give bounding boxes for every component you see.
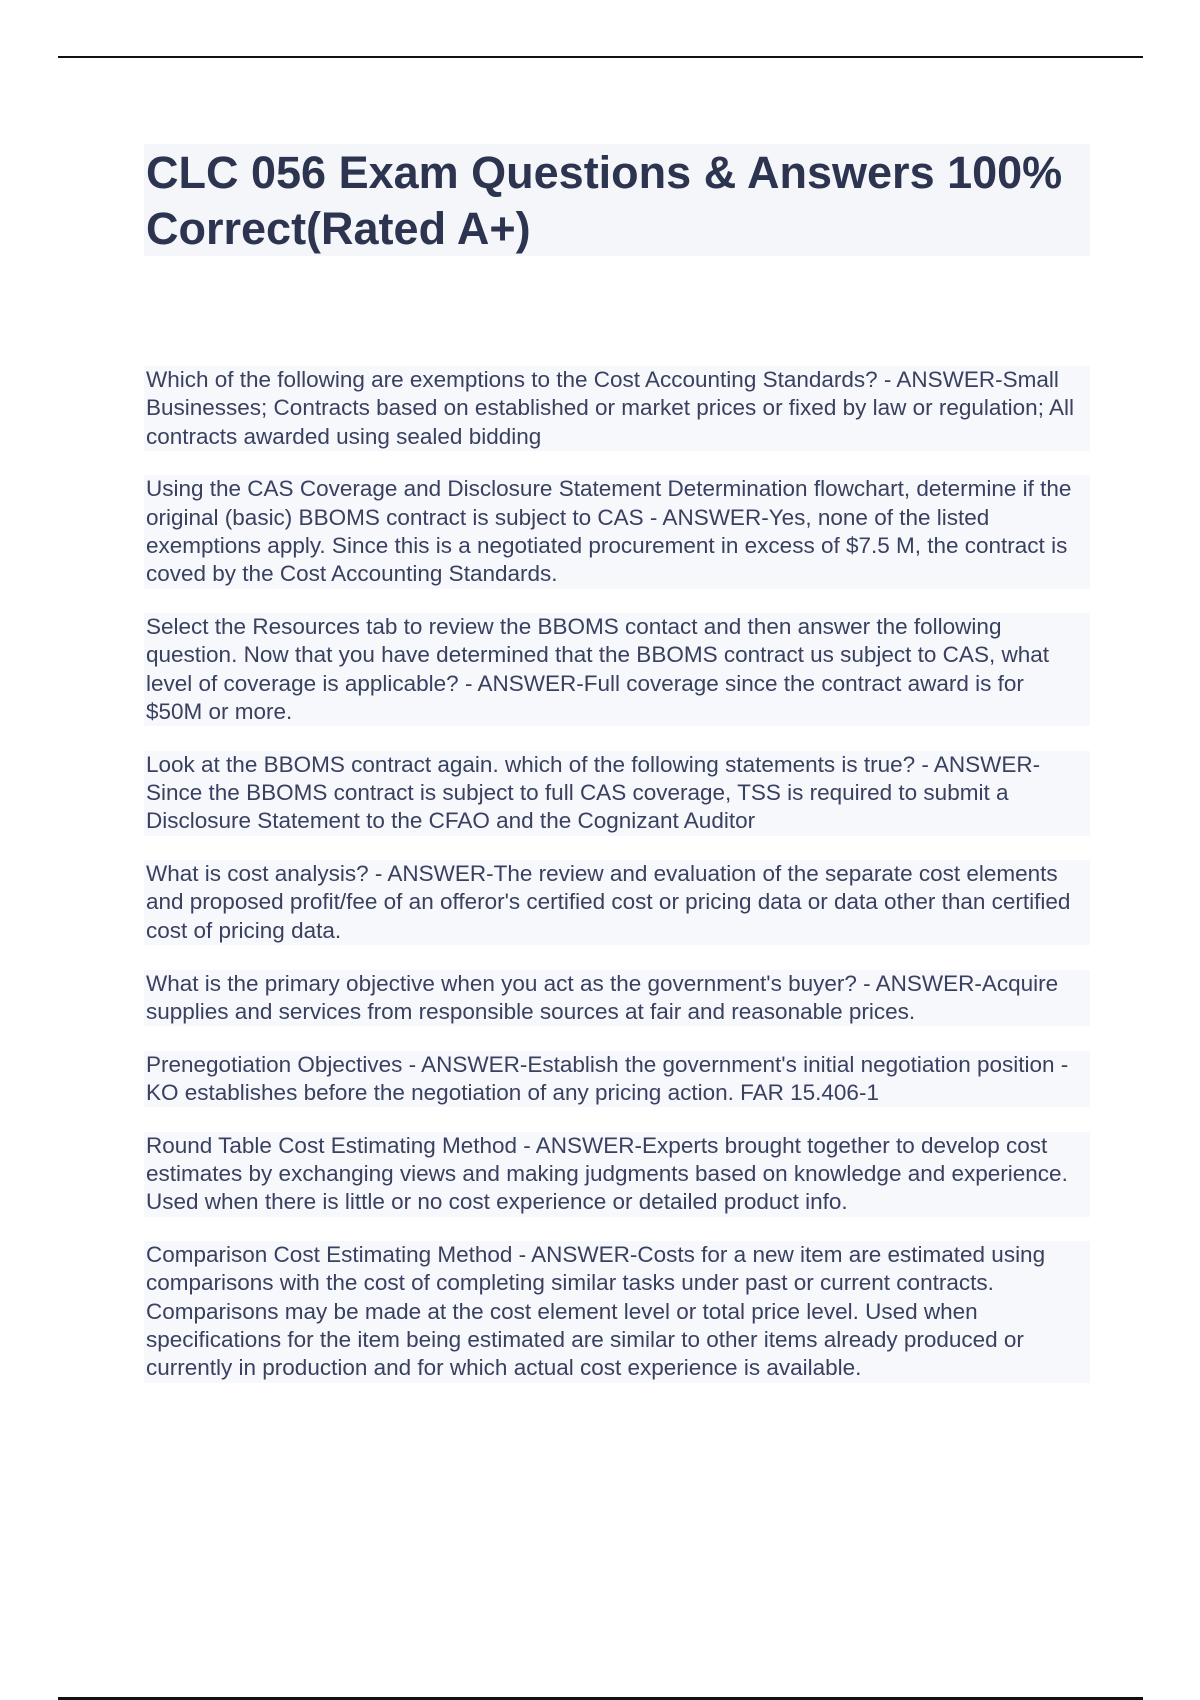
qa-item: What is the primary objective when you act as the government's buyer? - ANSWER-Acquire supplies and services from responsible sources at fair and reasonable prices. xyxy=(144,970,1090,1027)
qa-item: Which of the following are exemptions to the Cost Accounting Standards? - ANSWER-Small Businesses; Contracts based on established or market prices or fixed by law or regulation; All contracts awarded using sealed bidding xyxy=(144,366,1090,451)
qa-item: What is cost analysis? - ANSWER-The review and evaluation of the separate cost elements and proposed profit/fee of an offeror's certified cost or pricing data or data other than certified cost of pricing data. xyxy=(144,860,1090,945)
qa-item: Look at the BBOMS contract again. which of the following statements is true? - ANSWER-Since the BBOMS contract is subject to full CAS coverage, TSS is required to submit a Disclosure Statement to the CFAO and the Cognizant Auditor xyxy=(144,751,1090,836)
qa-list xyxy=(144,366,1090,1407)
qa-item: Using the CAS Coverage and Disclosure Statement Determination flowchart, determine if the original (basic) BBOMS contract is subject to CAS - ANSWER-Yes, none of the listed exemptions apply. Since this is a negotiated procurement in excess of $7.5 M, the contract is coved by the Cost Accounting Standards. xyxy=(144,475,1090,588)
qa-item: Prenegotiation Objectives - ANSWER-Establish the government's initial negotiation position - KO establishes before the negotiation of any pricing action. FAR 15.406-1 xyxy=(144,1051,1090,1108)
top-divider xyxy=(58,56,1143,58)
qa-item: Comparison Cost Estimating Method - ANSWER-Costs for a new item are estimated using comparisons with the cost of completing similar tasks under past or current contracts. Comparisons may be made at the cost element level or total price level. Used when specifications for the item being estimated are similar to other items already produced or currently in production and for which actual cost experience is available. xyxy=(144,1241,1090,1382)
page-title: CLC 056 Exam Questions & Answers 100% Correct(Rated A+) xyxy=(146,147,1063,254)
qa-item: Select the Resources tab to review the BBOMS contact and then answer the following question. Now that you have determined that the BBOMS contract us subject to CAS, what level of coverage is applicable? - ANSWER-Full coverage since the contract award is for $50M or more. xyxy=(144,613,1090,726)
qa-item: Round Table Cost Estimating Method - ANSWER-Experts brought together to develop cost estimates by exchanging views and making judgments based on knowledge and experience. Used when there is little or no cost experience or detailed product info. xyxy=(144,1132,1090,1217)
